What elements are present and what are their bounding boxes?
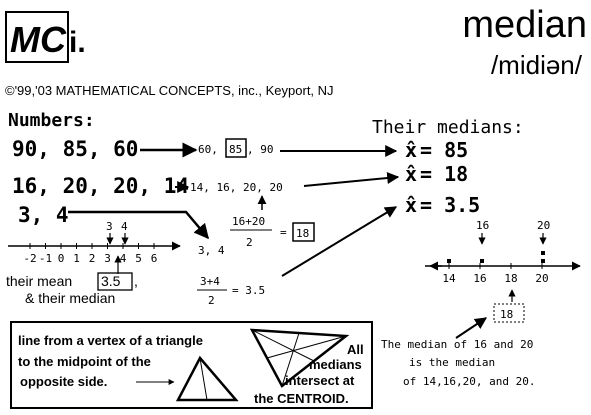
- median-caption: & their median: [25, 290, 116, 306]
- dot-20-a: [541, 259, 545, 263]
- sorted-set-1-start: 60,: [198, 143, 218, 156]
- mean-caption: their mean: [6, 273, 73, 289]
- median-result-3: = 3.5: [420, 193, 481, 217]
- right-number-line: [425, 219, 580, 322]
- left-top-label-4: 4: [121, 220, 128, 233]
- note-line-2: is the median: [409, 356, 496, 369]
- right-top-label-16: 16: [476, 219, 490, 232]
- sorted-set-2: 14, 16, 20, 20: [190, 181, 283, 194]
- median-symbol-2: x̂: [405, 162, 418, 186]
- number-set-2: 16, 20, 20, 14: [12, 174, 190, 198]
- fraction2-numerator: 3+4: [200, 275, 220, 288]
- fraction-equals: =: [280, 226, 287, 239]
- sort-arrow-3: [68, 212, 208, 238]
- note-arrow: [456, 318, 486, 338]
- left-axis-tick-label: 3: [104, 252, 111, 265]
- left-axis-tick-label: -1: [38, 252, 53, 265]
- left-axis-tick-label: 0: [57, 252, 65, 265]
- left-number-line: [6, 220, 180, 306]
- fraction2-denominator: 2: [208, 294, 215, 307]
- dot-20-b: [541, 251, 545, 255]
- median-result-2: = 18: [420, 162, 469, 186]
- logo-text: MC: [10, 19, 66, 60]
- right-axis-tick-label: 18: [504, 272, 518, 285]
- fraction-denominator: 2: [246, 236, 253, 249]
- definition-box: [11, 322, 372, 408]
- median-arrow-2: [304, 177, 398, 186]
- left-axis-tick-label: 2: [88, 252, 96, 265]
- left-axis-tick-label: 1: [73, 252, 80, 265]
- left-axis-tick-label: 4: [119, 252, 127, 265]
- dot-14: [447, 259, 451, 263]
- pronunciation: /midiən/: [490, 50, 582, 80]
- left-axis-tick-label: 6: [150, 252, 158, 265]
- note-line-3: of 14,16,20, and 20.: [403, 375, 536, 388]
- median-symbol-1: x̂: [405, 138, 418, 162]
- definition-line-2: to the midpoint of the: [18, 354, 151, 369]
- centroid-line-1: All: [347, 342, 364, 357]
- copyright-line: ©'99,'03 MATHEMATICAL CONCEPTS, inc., Keyport, NJ: [5, 83, 334, 98]
- definition-line-1: line from a vertex of a triangle: [18, 333, 203, 348]
- sorted-set-1-end: , 90: [247, 143, 274, 156]
- sorted-set-3: 3, 4: [198, 244, 225, 257]
- mean-comma: ,: [134, 273, 138, 289]
- left-axis-tick-label: -2: [23, 252, 37, 265]
- logo-suffix: i.: [69, 26, 86, 59]
- medians-heading: Their medians:: [372, 117, 524, 138]
- left-top-label-3: 3: [106, 220, 113, 233]
- fraction-numerator: 16+20: [232, 215, 266, 228]
- median-symbol-3: x̂: [405, 193, 418, 217]
- median-result-1: = 85: [420, 138, 469, 162]
- fraction-result: 18: [296, 227, 310, 240]
- number-set-1: 90, 85, 60: [12, 137, 139, 161]
- right-median-value: 18: [500, 308, 514, 321]
- centroid-line-4: the CENTROID.: [254, 391, 349, 406]
- fraction2-result: = 3.5: [232, 284, 266, 297]
- sorted-set-1-middle: 85: [229, 143, 243, 156]
- note-line-1: The median of 16 and 20: [381, 338, 534, 351]
- number-set-3: 3, 4: [18, 203, 69, 227]
- right-axis-tick-label: 14: [442, 272, 456, 285]
- centroid-line-2: medians: [309, 357, 362, 372]
- entry-word: median: [462, 4, 587, 46]
- logo: [6, 12, 86, 62]
- right-top-label-20: 20: [537, 219, 551, 232]
- mean-value: 3.5: [101, 273, 121, 289]
- right-axis-tick-label: 16: [473, 272, 487, 285]
- numbers-heading: Numbers:: [8, 110, 95, 131]
- right-axis-tick-label: 20: [535, 272, 549, 285]
- centroid-line-3: intersect at: [285, 373, 355, 388]
- dot-16: [480, 259, 484, 263]
- left-axis-tick-label: 5: [135, 252, 142, 265]
- definition-line-3: opposite side.: [20, 374, 108, 389]
